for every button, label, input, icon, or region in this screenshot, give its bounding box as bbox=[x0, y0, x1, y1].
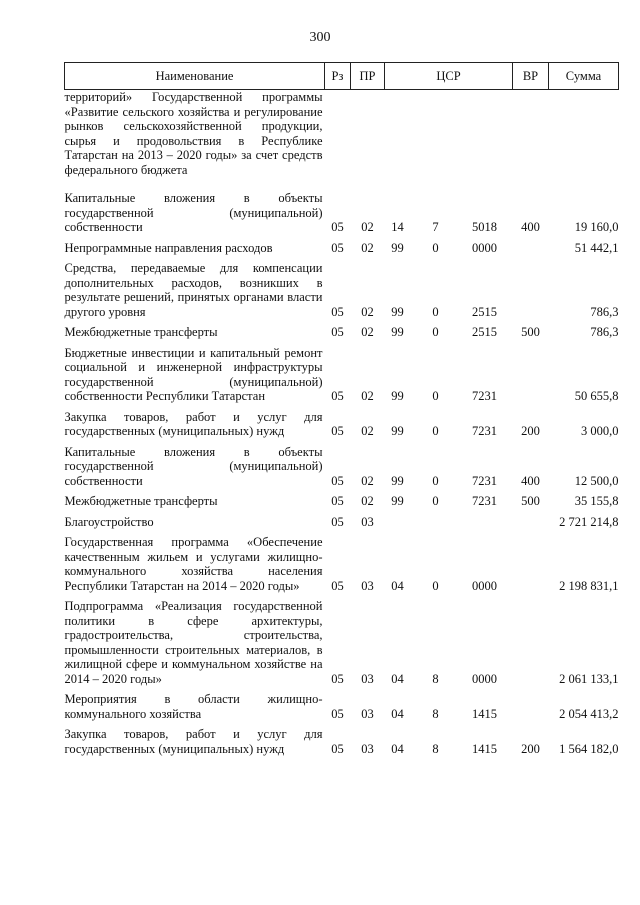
table-row bbox=[65, 346, 619, 410]
row-csr bbox=[385, 346, 513, 410]
row-name: Капитальные вложения в объекты государственной (муниципальной) собственности bbox=[64, 191, 323, 234]
row-vr: 400 bbox=[521, 473, 540, 488]
row-csr bbox=[385, 445, 513, 495]
row-rz: 05 bbox=[331, 578, 344, 593]
row-csr-subprogram: 0 bbox=[432, 494, 439, 508]
row-csr-direction: 7231 bbox=[472, 389, 497, 403]
row-name: Мероприятия в области жилищно-коммунального хозяйства bbox=[64, 692, 323, 721]
row-csr-subprogram: 0 bbox=[432, 424, 439, 438]
row-sum: 51 442,1 bbox=[574, 240, 619, 255]
row-name: Государственная программа «Обеспечение качественным жильем и услугами жилищно-коммунального хозяйства населения Республики Татарстан на 2014 – 2020 годы» bbox=[64, 535, 323, 593]
row-sum bbox=[549, 90, 619, 192]
row-csr bbox=[385, 692, 513, 727]
row-name: Межбюджетные трансферты bbox=[64, 325, 218, 339]
row-csr-program: 04 bbox=[391, 671, 404, 686]
row-vr: 200 bbox=[521, 424, 540, 438]
row-pr bbox=[351, 90, 385, 192]
row-vr bbox=[513, 261, 549, 325]
row-csr-subprogram: 0 bbox=[432, 240, 439, 255]
row-csr bbox=[385, 535, 513, 599]
row-pr: 02 bbox=[361, 220, 374, 234]
row-csr bbox=[385, 325, 513, 346]
row-pr: 02 bbox=[361, 424, 374, 438]
row-name: Закупка товаров, работ и услуг для государственных (муниципальных) нужд bbox=[64, 409, 323, 438]
row-pr: 02 bbox=[361, 240, 374, 255]
table-row bbox=[65, 325, 619, 346]
row-csr-direction: 5018 bbox=[472, 220, 497, 234]
row-csr-program: 04 bbox=[391, 741, 404, 756]
row-rz: 05 bbox=[331, 304, 344, 319]
row-sum: 50 655,8 bbox=[574, 389, 619, 403]
row-name: Средства, передаваемые для компенсации дополнительных расходов, возникших в результате решений, принятых органами власти другого уровня bbox=[64, 261, 323, 319]
row-vr bbox=[513, 692, 549, 727]
row-csr-program: 99 bbox=[391, 240, 404, 255]
header-rz: Рз bbox=[325, 63, 351, 90]
row-sum: 19 160,0 bbox=[574, 220, 619, 234]
row-csr-subprogram: 7 bbox=[432, 220, 439, 234]
row-vr: 400 bbox=[521, 220, 540, 234]
row-csr bbox=[385, 410, 513, 445]
row-csr-direction: 7231 bbox=[472, 494, 497, 508]
row-csr-direction: 2515 bbox=[472, 325, 497, 339]
header-csr: ЦСР bbox=[385, 63, 513, 90]
table-row bbox=[65, 692, 619, 727]
row-name: Межбюджетные трансферты bbox=[64, 494, 218, 508]
row-csr bbox=[385, 494, 513, 515]
row-rz: 05 bbox=[331, 741, 344, 756]
row-csr-subprogram: 8 bbox=[432, 741, 439, 756]
page-number: 300 bbox=[309, 30, 331, 45]
table-row bbox=[65, 535, 619, 599]
row-csr-program: 99 bbox=[391, 389, 404, 403]
row-name: Благоустройство bbox=[64, 514, 154, 529]
row-csr-subprogram: 8 bbox=[432, 671, 439, 686]
row-csr-subprogram: 0 bbox=[432, 304, 439, 319]
row-rz: 05 bbox=[331, 514, 344, 529]
row-vr bbox=[513, 515, 549, 536]
row-rz: 05 bbox=[331, 706, 344, 721]
row-csr bbox=[385, 261, 513, 325]
table-header bbox=[65, 63, 619, 90]
table-row bbox=[65, 515, 619, 536]
row-rz: 05 bbox=[331, 240, 344, 255]
row-sum: 3 000,0 bbox=[581, 424, 619, 438]
table-row bbox=[65, 727, 619, 762]
row-csr bbox=[385, 90, 513, 192]
row-sum: 786,3 bbox=[590, 304, 619, 319]
row-pr: 02 bbox=[361, 325, 374, 339]
row-csr-program: 99 bbox=[391, 473, 404, 488]
row-csr-program: 99 bbox=[391, 424, 404, 438]
row-sum: 1 564 182,0 bbox=[559, 741, 619, 756]
row-csr bbox=[385, 727, 513, 762]
row-sum: 2 054 413,2 bbox=[559, 706, 619, 721]
row-rz: 05 bbox=[331, 494, 344, 508]
row-csr-program: 04 bbox=[391, 706, 404, 721]
row-pr: 03 bbox=[361, 514, 374, 529]
budget-table bbox=[64, 62, 619, 762]
table-row bbox=[65, 241, 619, 262]
row-sum: 786,3 bbox=[590, 325, 619, 339]
table-row bbox=[65, 90, 619, 192]
row-csr bbox=[385, 191, 513, 241]
row-csr-direction: 0000 bbox=[472, 671, 497, 686]
row-pr: 03 bbox=[361, 706, 374, 721]
row-rz: 05 bbox=[331, 671, 344, 686]
header-vr: ВР bbox=[513, 63, 549, 90]
row-csr-direction: 1415 bbox=[472, 706, 497, 721]
row-vr bbox=[513, 241, 549, 262]
row-csr-direction: 0000 bbox=[472, 240, 497, 255]
row-rz: 05 bbox=[331, 220, 344, 234]
row-name: Бюджетные инвестиции и капитальный ремонт социальной и инженерной инфраструктуры государственной (муниципальной) собственности Республики Татарстан bbox=[64, 345, 323, 403]
row-name: территорий» Государственной программы «Развитие сельского хозяйства и регулирование рынков сельскохозяйственной продукции, сырья и продовольствия в Республике Татарстан на 2013 – 2020 годы» за счет средств федерального бюджета bbox=[64, 90, 323, 177]
row-vr: 500 bbox=[521, 325, 540, 339]
row-csr-program: 99 bbox=[391, 494, 404, 508]
row-rz bbox=[325, 90, 351, 192]
header-pr: ПР bbox=[351, 63, 385, 90]
header-name: Наименование bbox=[65, 63, 325, 90]
row-sum: 2 061 133,1 bbox=[559, 671, 619, 686]
row-name: Капитальные вложения в объекты государственной (муниципальной) собственности bbox=[64, 444, 323, 488]
row-csr-subprogram: 0 bbox=[432, 473, 439, 488]
table-row bbox=[65, 191, 619, 241]
row-csr-direction: 1415 bbox=[472, 741, 497, 756]
row-sum: 2 721 214,8 bbox=[559, 514, 619, 529]
table-row bbox=[65, 445, 619, 495]
row-rz: 05 bbox=[331, 424, 344, 438]
row-csr-direction: 2515 bbox=[472, 304, 497, 319]
row-csr-subprogram: 0 bbox=[432, 325, 439, 339]
row-sum: 35 155,8 bbox=[574, 494, 619, 508]
row-vr bbox=[513, 535, 549, 599]
row-rz: 05 bbox=[331, 325, 344, 339]
row-pr: 03 bbox=[361, 741, 374, 756]
row-sum: 2 198 831,1 bbox=[559, 578, 619, 593]
row-csr bbox=[385, 515, 513, 536]
table-row bbox=[65, 261, 619, 325]
row-csr-subprogram: 0 bbox=[432, 389, 439, 403]
table-row bbox=[65, 410, 619, 445]
row-vr bbox=[513, 90, 549, 192]
row-vr bbox=[513, 599, 549, 692]
row-pr: 03 bbox=[361, 578, 374, 593]
table-row bbox=[65, 599, 619, 692]
row-pr: 02 bbox=[361, 494, 374, 508]
row-pr: 02 bbox=[361, 304, 374, 319]
row-name: Закупка товаров, работ и услуг для государственных (муниципальных) нужд bbox=[64, 727, 323, 756]
row-csr-direction: 0000 bbox=[472, 578, 497, 593]
row-vr: 200 bbox=[521, 741, 540, 756]
row-csr-program: 04 bbox=[391, 578, 404, 593]
row-csr-subprogram: 8 bbox=[432, 706, 439, 721]
row-csr-direction: 7231 bbox=[472, 424, 497, 438]
row-pr: 02 bbox=[361, 473, 374, 488]
table-body bbox=[65, 90, 619, 763]
row-csr-program: 14 bbox=[391, 220, 404, 234]
header-sum: Сумма bbox=[549, 63, 619, 90]
row-csr-program: 99 bbox=[391, 325, 404, 339]
row-pr: 03 bbox=[361, 671, 374, 686]
row-name: Подпрограмма «Реализация государственной политики в сфере архитектуры, градостроительства, строительства, промышленности строительных материалов, в жилищной сфере и коммунальном хозяйстве на 2014 – 2020 годы» bbox=[64, 599, 323, 686]
row-vr: 500 bbox=[521, 494, 540, 508]
row-csr-subprogram: 0 bbox=[432, 578, 439, 593]
row-csr bbox=[385, 599, 513, 692]
row-rz: 05 bbox=[331, 389, 344, 403]
table-row bbox=[65, 494, 619, 515]
row-pr: 02 bbox=[361, 389, 374, 403]
row-vr bbox=[513, 346, 549, 410]
row-sum: 12 500,0 bbox=[574, 473, 619, 488]
row-name: Непрограммные направления расходов bbox=[64, 240, 273, 255]
row-csr-direction: 7231 bbox=[472, 473, 497, 488]
row-csr-program: 99 bbox=[391, 304, 404, 319]
row-rz: 05 bbox=[331, 473, 344, 488]
row-csr bbox=[385, 241, 513, 262]
